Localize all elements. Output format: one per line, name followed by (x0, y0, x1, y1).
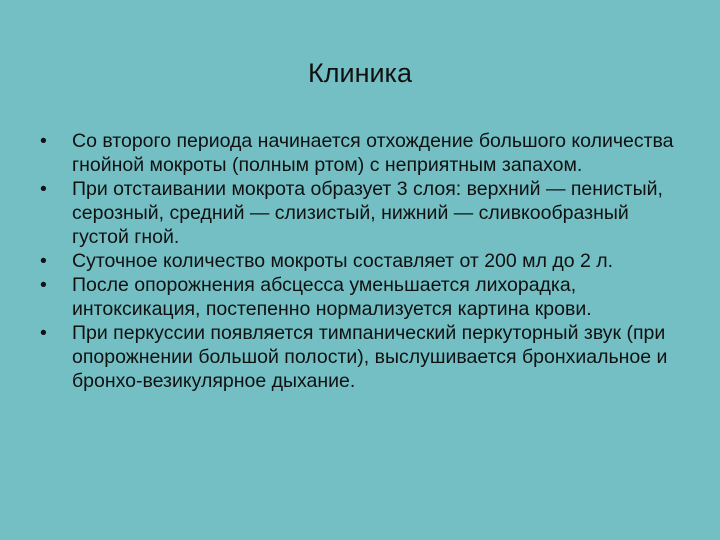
bullet-dot-icon: • (40, 250, 47, 272)
bullet-text: После опорожнения абсцесса уменьшается лихорадка, интоксикация, постепенно нормализуется картина крови. (72, 274, 592, 320)
bullet-dot-icon: • (40, 178, 47, 200)
bullet-dot-icon: • (40, 322, 47, 344)
bullet-text: Со второго периода начинается отхождение большого количества гнойной мокроты (полным ртом) с неприятным запахом. (72, 130, 674, 176)
bullet-list (36, 129, 676, 393)
slide-title: Клиника (308, 58, 412, 88)
bullet-text: При отстаивании мокрота образует 3 слоя: верхний — пенистый, серозный, средний — слизистый, нижний — сливкообразный густой гной. (72, 178, 663, 248)
bullet-text: Суточное количество мокроты составляет от 200 мл до 2 л. (72, 250, 614, 272)
bullet-item (36, 321, 676, 393)
bullet-item (36, 249, 676, 273)
bullet-item (36, 129, 676, 177)
bullet-item (36, 177, 676, 249)
bullet-text: При перкуссии появляется тимпанический перкуторный звук (при опорожнении большой полости), выслушивается бронхиальное и бронхо-везикулярное дыхание. (72, 322, 668, 392)
bullet-item (36, 273, 676, 321)
bullet-dot-icon: • (40, 274, 47, 296)
bullet-dot-icon: • (40, 130, 47, 152)
